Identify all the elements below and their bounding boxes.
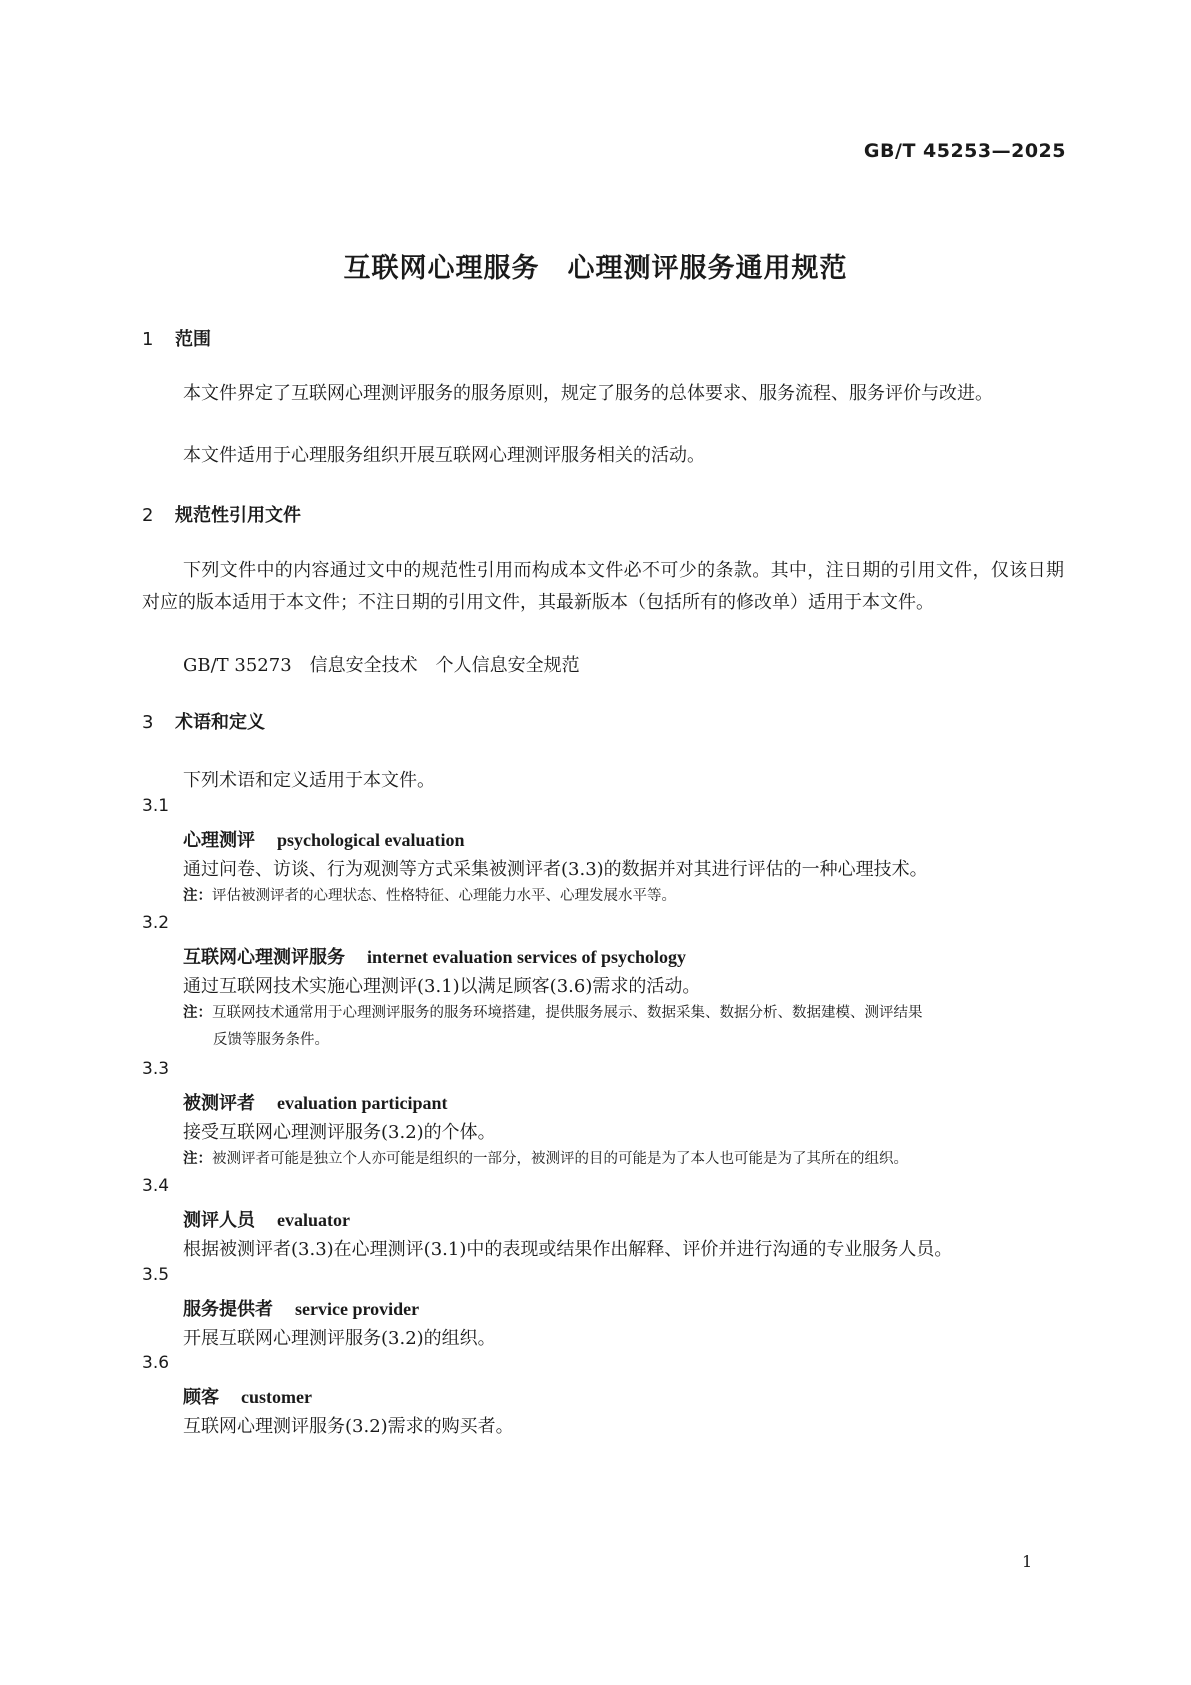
term-note bbox=[183, 883, 1063, 910]
term-definition: 开展互联网心理测评服务(3.2)的组织。 bbox=[183, 1328, 496, 1349]
term-heading bbox=[183, 1206, 350, 1232]
term-number: 3.1 bbox=[142, 796, 170, 816]
note-text: 被测评者可能是独立个人亦可能是组织的一部分，被测评的目的可能是为了本人也可能是为了其所在的组织。 bbox=[212, 1151, 908, 1167]
term-en: service provider bbox=[295, 1299, 420, 1319]
note-label: 注： bbox=[183, 1151, 212, 1167]
term-number: 3.2 bbox=[142, 913, 170, 933]
section-title: 范围 bbox=[175, 329, 211, 350]
note-label: 注： bbox=[183, 888, 212, 904]
scope-paragraph-2: 本文件适用于心理服务组织开展互联网心理测评服务相关的活动。 bbox=[183, 445, 705, 466]
term-definition: 互联网心理测评服务(3.2)需求的购买者。 bbox=[183, 1416, 514, 1437]
section-number: 2 bbox=[142, 505, 154, 526]
term-number: 3.5 bbox=[142, 1265, 170, 1285]
term-heading bbox=[183, 1383, 312, 1409]
term-zh: 服务提供者 bbox=[183, 1299, 273, 1320]
section-title: 术语和定义 bbox=[175, 712, 265, 733]
section-title: 规范性引用文件 bbox=[175, 505, 301, 526]
term-zh: 测评人员 bbox=[183, 1210, 255, 1231]
term-zh: 互联网心理测评服务 bbox=[183, 947, 345, 968]
term-number: 3.6 bbox=[142, 1353, 170, 1373]
term-definition: 通过互联网技术实施心理测评(3.1)以满足顾客(3.6)需求的活动。 bbox=[183, 976, 701, 997]
standard-code: GB/T 45253—2025 bbox=[863, 140, 1066, 162]
term-number: 3.3 bbox=[142, 1059, 170, 1079]
term-heading bbox=[183, 943, 686, 969]
section-heading-terms bbox=[142, 708, 265, 734]
note-text-line-2: 反馈等服务条件。 bbox=[213, 1032, 329, 1048]
document-title: 互联网心理服务 心理测评服务通用规范 bbox=[343, 253, 848, 284]
references-paragraph: 下列文件中的内容通过文中的规范性引用而构成本文件必不可少的条款。其中，注日期的引用文件，仅该日期对应的版本适用于本文件；不注日期的引用文件，其最新版本（包括所有的修改单）适用于本文件。 bbox=[142, 560, 1064, 613]
section-number: 3 bbox=[142, 712, 154, 733]
term-heading bbox=[183, 1295, 419, 1321]
section-heading-normative-references bbox=[142, 501, 301, 527]
term-zh: 被测评者 bbox=[183, 1093, 255, 1114]
term-en: customer bbox=[241, 1387, 312, 1407]
note-text-line-1: 互联网技术通常用于心理测评服务的服务环境搭建，提供服务展示、数据采集、数据分析、数据建模、测评结果 bbox=[212, 1005, 923, 1021]
reference-entry: GB/T 35273 信息安全技术 个人信息安全规范 bbox=[183, 655, 580, 676]
term-zh: 心理测评 bbox=[183, 830, 255, 851]
term-heading bbox=[183, 826, 465, 852]
note-label: 注： bbox=[183, 1005, 212, 1021]
section-number: 1 bbox=[142, 329, 154, 350]
terms-intro: 下列术语和定义适用于本文件。 bbox=[183, 770, 435, 791]
term-en: psychological evaluation bbox=[277, 830, 465, 850]
term-definition: 通过问卷、访谈、行为观测等方式采集被测评者(3.3)的数据并对其进行评估的一种心理技术。 bbox=[183, 859, 928, 880]
scope-paragraph-1: 本文件界定了互联网心理测评服务的服务原则，规定了服务的总体要求、服务流程、服务评价与改进。 bbox=[183, 383, 993, 404]
term-definition: 接受互联网心理测评服务(3.2)的个体。 bbox=[183, 1122, 496, 1143]
term-number: 3.4 bbox=[142, 1176, 170, 1196]
term-zh: 顾客 bbox=[183, 1387, 219, 1408]
term-definition: 根据被测评者(3.3)在心理测评(3.1)中的表现或结果作出解释、评价并进行沟通的专业服务人员。 bbox=[183, 1239, 953, 1260]
note-text: 评估被测评者的心理状态、性格特征、心理能力水平、心理发展水平等。 bbox=[212, 888, 676, 904]
term-en: evaluation participant bbox=[277, 1093, 448, 1113]
page-number: 1 bbox=[1022, 1552, 1033, 1571]
term-note bbox=[183, 1146, 1063, 1173]
term-heading bbox=[183, 1089, 448, 1115]
term-en: internet evaluation services of psychology bbox=[367, 947, 686, 967]
section-heading-scope bbox=[142, 325, 211, 351]
term-note bbox=[183, 1000, 1063, 1054]
term-en: evaluator bbox=[277, 1210, 350, 1230]
